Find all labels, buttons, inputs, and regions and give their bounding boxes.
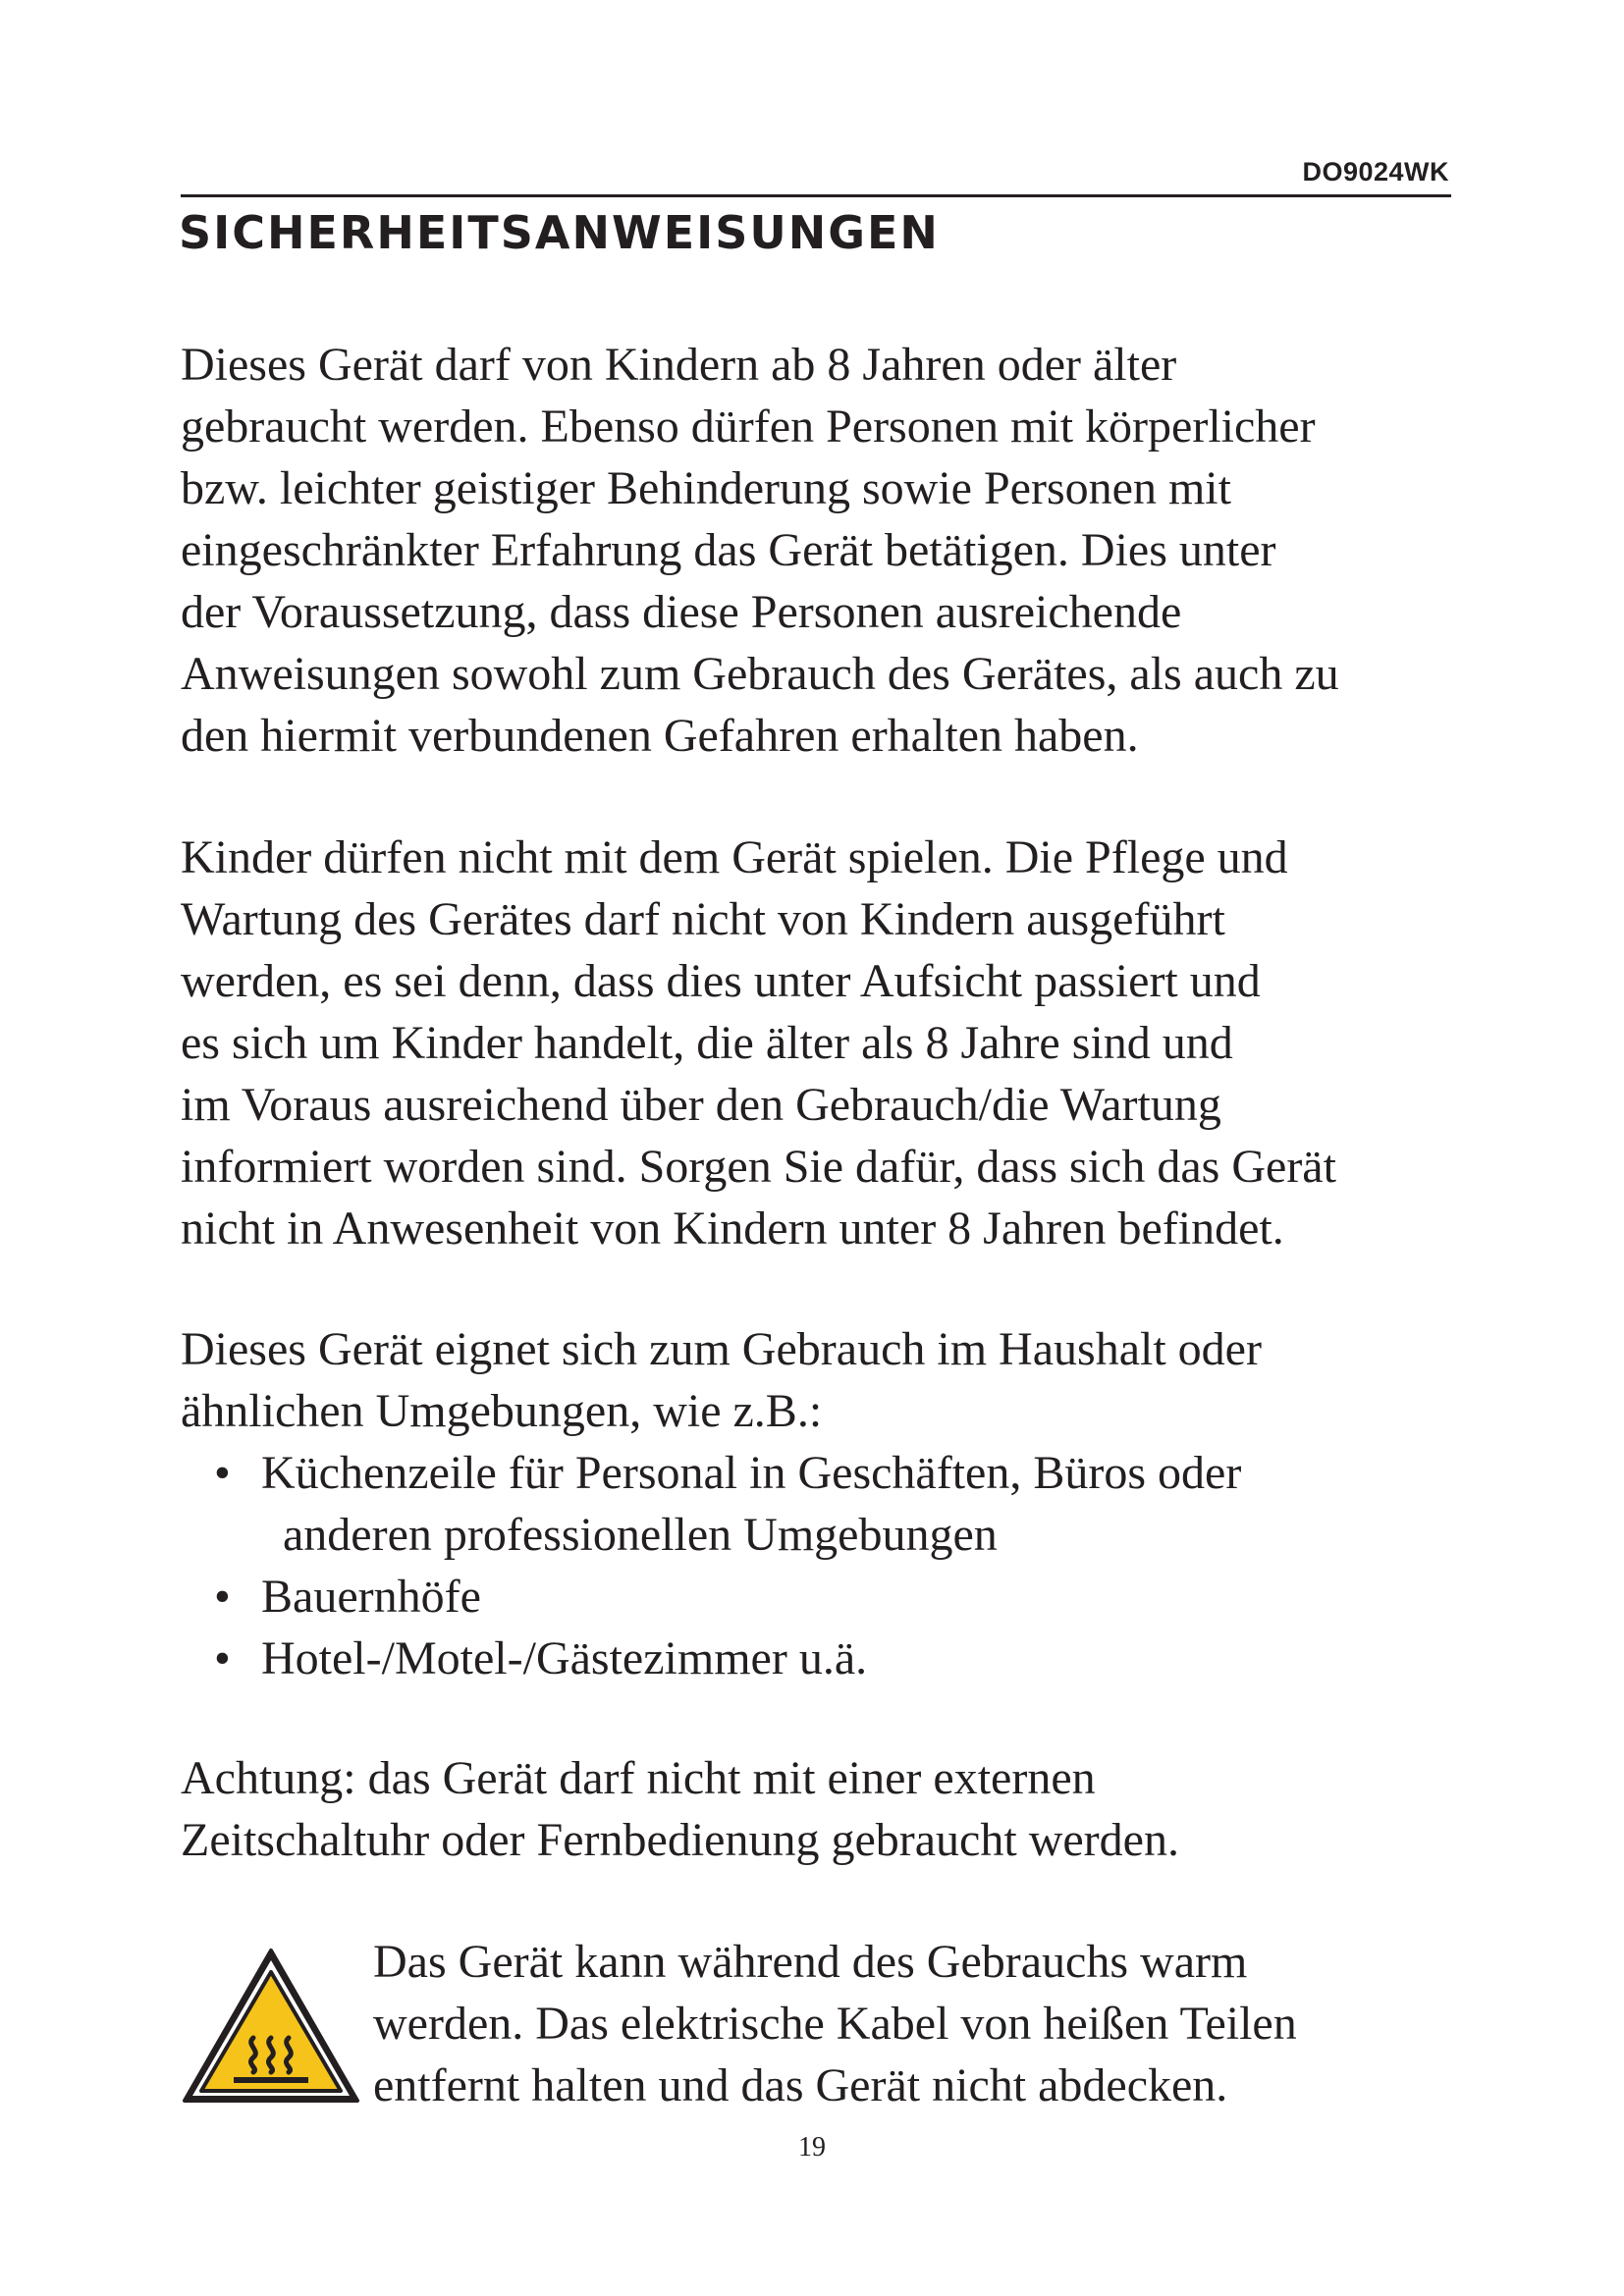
paragraph-children-play	[181, 827, 1457, 1259]
page-title: SICHERHEITSANWEISUNGEN	[179, 206, 940, 259]
text-line: Kinder dürfen nicht mit dem Gerät spielen. Die Pflege und	[181, 831, 1288, 883]
text-line: eingeschränkter Erfahrung das Gerät betätigen. Dies unter	[181, 524, 1276, 576]
text-line: im Voraus ausreichend über den Gebrauch/die Wartung	[181, 1079, 1221, 1131]
list-item	[181, 1628, 1457, 1689]
text-line: Dieses Gerät darf von Kindern ab 8 Jahren oder älter	[181, 339, 1177, 391]
paragraph-timer-warning	[181, 1747, 1457, 1871]
model-number: DO9024WK	[1302, 157, 1449, 187]
text-line: Wartung des Gerätes darf nicht von Kindern ausgeführt	[181, 893, 1225, 945]
text-line: entfernt halten und das Gerät nicht abdecken.	[373, 2059, 1228, 2111]
text-line: ähnlichen Umgebungen, wie z.B.:	[181, 1385, 823, 1437]
list-item-text: Hotel-/Motel-/Gästezimmer u.ä.	[261, 1632, 868, 1684]
hot-surface-warning-icon	[181, 1947, 361, 2106]
list-item-text-continued: anderen professionellen Umgebungen	[283, 1509, 998, 1561]
paragraph-children-use	[181, 334, 1457, 767]
text-line: Achtung: das Gerät darf nicht mit einer externen	[181, 1752, 1096, 1804]
text-line: informiert worden sind. Sorgen Sie dafür, dass sich das Gerät	[181, 1141, 1336, 1193]
text-line: den hiermit verbundenen Gefahren erhalten haben.	[181, 710, 1139, 762]
text-line: bzw. leichter geistiger Behinderung sowie Personen mit	[181, 462, 1231, 514]
text-line: der Voraussetzung, dass diese Personen ausreichende	[181, 586, 1182, 638]
bullet-icon: •	[214, 1632, 231, 1684]
bullet-icon: •	[214, 1571, 231, 1623]
hot-surface-warning-text	[373, 1931, 1453, 2116]
text-line: Dieses Gerät eignet sich zum Gebrauch im Haushalt oder	[181, 1323, 1262, 1375]
text-line: gebraucht werden. Ebenso dürfen Personen mit körperlicher	[181, 400, 1316, 453]
page-number: 19	[798, 2132, 826, 2163]
text-line: es sich um Kinder handelt, die älter als 8 Jahre sind und	[181, 1017, 1233, 1069]
list-item-text: Küchenzeile für Personal in Geschäften, Büros oder	[261, 1447, 1242, 1499]
list-item	[181, 1442, 1457, 1566]
text-line: Zeitschaltuhr oder Fernbedienung gebraucht werden.	[181, 1814, 1179, 1866]
text-line: Anweisungen sowohl zum Gebrauch des Gerätes, als auch zu	[181, 648, 1339, 700]
paragraph-household-use	[181, 1318, 1457, 1689]
text-line: werden. Das elektrische Kabel von heißen Teilen	[373, 1998, 1297, 2050]
header-rule	[181, 194, 1451, 197]
text-line: werden, es sei denn, dass dies unter Aufsicht passiert und	[181, 955, 1261, 1007]
bullet-icon: •	[214, 1447, 231, 1499]
list-item-text: Bauernhöfe	[261, 1571, 481, 1623]
text-line: nicht in Anwesenheit von Kindern unter 8 Jahren befindet.	[181, 1202, 1284, 1255]
text-line: Das Gerät kann während des Gebrauchs warm	[373, 1936, 1248, 1988]
list-item	[181, 1566, 1457, 1628]
environment-list	[181, 1442, 1457, 1689]
